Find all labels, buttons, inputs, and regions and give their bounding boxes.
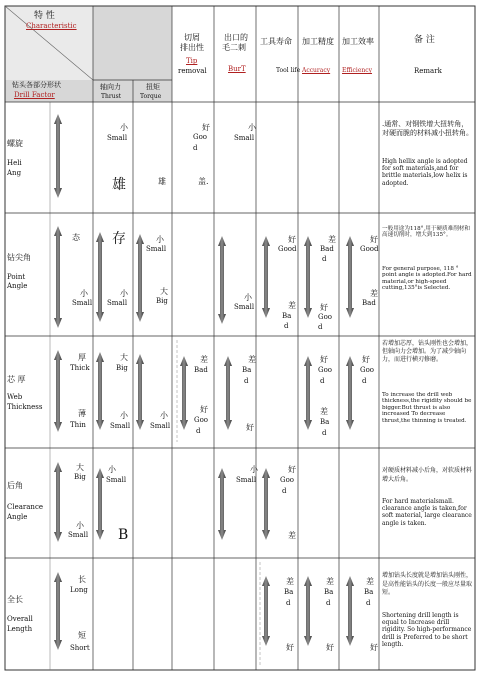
- row-point-name-en-2: Angle: [7, 282, 28, 290]
- point-factor-bottom: 小: [80, 289, 88, 298]
- length-accuracy-bottom: 好: [326, 643, 334, 652]
- point-burr-bottom: 小: [244, 293, 252, 302]
- length-life-bottom: 好: [286, 643, 294, 652]
- length-remark-en: Shortening drill length is equal to Increase drill rigidity. So high-performance drill is Preferred to be short length.: [382, 612, 472, 648]
- double-arrow-icon: [54, 350, 62, 432]
- row-helix-name: 螺旋: [7, 139, 23, 148]
- length-efficiency-top: 差: [366, 577, 374, 586]
- clearance-remark-cn: 对硬质材料减小后角，对软质材料增大后角。: [382, 467, 473, 483]
- double-arrow-icon: [136, 234, 144, 322]
- web-chip-bottom-en-2: d: [196, 427, 201, 435]
- helix-torque-bottom: 雄: [158, 177, 166, 186]
- helix-chip-top: 好: [202, 123, 210, 132]
- col-thrust-header: 轴向力: [100, 83, 121, 91]
- web-burr-bottom: 好: [246, 423, 254, 432]
- helix-thrust-bottom: 雄: [112, 177, 126, 193]
- length-accuracy-top-en-2: d: [326, 599, 331, 607]
- length-life-top-en: Ba: [284, 588, 294, 596]
- double-arrow-icon: [54, 114, 62, 198]
- web-thrust-top-en: Big: [116, 364, 128, 372]
- row-helix-name-en-2: Ang: [7, 169, 22, 177]
- clearance-life-bottom: 差: [288, 531, 296, 540]
- double-arrow-icon: [262, 236, 270, 318]
- drill-factor-label-en: Drill Factor: [14, 91, 55, 99]
- helix-burr-top: 小: [248, 123, 256, 132]
- web-chip-bottom-en: Goo: [194, 416, 209, 424]
- clearance-burr-top-en: Small: [236, 476, 257, 484]
- double-arrow-icon: [218, 468, 226, 540]
- point-thrust-bottom-en: Small: [107, 299, 128, 307]
- web-efficiency-top-en-2: d: [362, 377, 367, 385]
- row-web-name-en: Web: [7, 393, 23, 401]
- double-arrow-icon: [54, 226, 62, 328]
- row-web-name-en-2: Thickness: [7, 403, 43, 411]
- point-accuracy-top-en-2: d: [322, 255, 327, 263]
- point-thrust-top: 存: [112, 231, 126, 247]
- point-efficiency-top-en: Good: [360, 245, 379, 253]
- clearance-factor-top-en: Big: [74, 473, 86, 481]
- point-factor-top: 态: [72, 233, 80, 242]
- col-burr-header-2: 毛二刺: [222, 43, 246, 52]
- length-factor-bottom-en: Short: [70, 644, 90, 652]
- point-remark-cn: 一般用途为118°,用于硬质难削材和高速切削时，增大到135°。: [382, 226, 470, 239]
- length-factor-bottom: 短: [78, 631, 86, 640]
- double-arrow-icon: [304, 356, 312, 430]
- web-factor-top-en: Thick: [70, 364, 90, 372]
- web-remark-en: To increase the drill web thickness,the rigidity should be bigger.But thrust is also increased To decrease thrust,the thinning is treated.: [382, 392, 472, 424]
- clearance-factor-bottom-en: Small: [68, 531, 89, 539]
- web-accuracy-top: 好: [320, 355, 328, 364]
- col-remark-header: 备 注: [414, 35, 435, 45]
- double-arrow-icon: [224, 356, 232, 430]
- web-chip-top-en: Bad: [194, 366, 208, 374]
- length-life-top: 差: [286, 577, 294, 586]
- web-accuracy-top-en-2: d: [320, 377, 325, 385]
- web-thrust-bottom: 小: [120, 411, 128, 420]
- length-life-top-en-2: d: [286, 599, 291, 607]
- double-arrow-icon: [54, 462, 62, 542]
- double-arrow-icon: [136, 354, 144, 430]
- row-length-name-en: Overall: [7, 615, 33, 623]
- clearance-life-top-en: Goo: [280, 476, 295, 484]
- length-efficiency-bottom: 好: [370, 643, 378, 652]
- web-torque-bottom: 小: [160, 411, 168, 420]
- point-thrust-bottom: 小: [120, 289, 128, 298]
- point-remark-en: For general purpose, 118 ° point angle is adopted.For hard material,or high-speed cutting,135°is Selected.: [382, 266, 472, 292]
- double-arrow-icon: [304, 576, 312, 646]
- point-torque-bottom: 大: [160, 287, 168, 296]
- clearance-factor-bottom: 小: [76, 521, 84, 530]
- helix-chip-top-en: Goo: [193, 133, 208, 141]
- col-life-header: 工具寿命: [260, 37, 292, 46]
- clearance-thrust-bottom: B: [118, 527, 129, 543]
- point-accuracy-top: 差: [328, 235, 336, 244]
- point-burr-bottom-en: Small: [234, 303, 255, 311]
- clearance-factor-top: 大: [76, 463, 84, 472]
- col-efficiency-header: 加工效率: [342, 37, 374, 46]
- clearance-life-top: 好: [288, 465, 296, 474]
- col-accuracy-header: 加工精度: [302, 37, 334, 46]
- web-factor-bottom-en: Thin: [70, 421, 86, 429]
- double-arrow-icon: [96, 468, 104, 540]
- double-arrow-icon: [346, 576, 354, 646]
- web-efficiency-top-en: Goo: [360, 366, 375, 374]
- double-arrow-icon: [54, 572, 62, 650]
- col-chip-header-en: Tip: [186, 57, 198, 65]
- col-remark-header-en: Remark: [414, 67, 442, 75]
- helix-thrust-top: 小: [120, 123, 128, 132]
- clearance-life-top-en-2: d: [282, 487, 287, 495]
- length-efficiency-top-en: Ba: [364, 588, 374, 596]
- web-burr-top-en-2: d: [244, 377, 249, 385]
- web-accuracy-bottom-en: Ba: [320, 418, 330, 426]
- col-thrust-header-en: Thrust: [101, 93, 122, 100]
- web-burr-top: 差: [248, 355, 256, 364]
- point-torque-top-en: Small: [146, 245, 167, 253]
- point-efficiency-bottom-en: Bad: [362, 299, 376, 307]
- helix-remark-cn: .通常、对钢铁增大扭转角，对硬而脆的材料减小扭转角。: [382, 120, 473, 137]
- characteristic-title-en: Characteristic: [26, 22, 77, 30]
- point-accuracy-top-en: Bad: [320, 245, 334, 253]
- col-chip-header: 切屑: [184, 33, 200, 42]
- row-point-name: 钻尖角: [7, 253, 31, 262]
- web-accuracy-top-en: Goo: [318, 366, 333, 374]
- length-factor-top-en: Long: [70, 586, 88, 594]
- web-accuracy-bottom: 差: [320, 407, 328, 416]
- web-thrust-bottom-en: Small: [110, 422, 131, 430]
- web-chip-bottom: 好: [200, 405, 208, 414]
- double-arrow-icon: [346, 356, 354, 430]
- web-torque-bottom-en: Small: [150, 422, 171, 430]
- length-accuracy-top: 差: [326, 577, 334, 586]
- characteristic-title: 特 性: [34, 11, 55, 21]
- double-arrow-icon: [304, 236, 312, 318]
- point-life-top-en: Good: [278, 245, 297, 253]
- point-accuracy-bottom: 好: [320, 303, 328, 312]
- row-helix-name-en: Heli: [7, 159, 22, 167]
- helix-remark-en: High hellix angle is adopted for soft materials,and for brittle materials,low helix is adopted.: [382, 158, 468, 187]
- double-arrow-icon: [180, 356, 188, 430]
- helix-thrust-top-en: Small: [107, 134, 128, 142]
- col-burr-header-en: BurT: [228, 65, 246, 73]
- double-arrow-icon: [346, 236, 354, 318]
- web-thrust-top: 大: [120, 353, 128, 362]
- web-factor-bottom: 薄: [78, 409, 86, 418]
- double-arrow-icon: [218, 236, 226, 324]
- clearance-remark-en: For hard materialsmall. clearance angle is taken,for soft material, large clearance angle is taken.: [382, 498, 472, 527]
- length-remark-cn: 增加钻头长度就是增加钻头刚性，是高性能钻头的长度一般应尽量取短。: [382, 572, 473, 597]
- point-torque-bottom-en: Big: [156, 297, 168, 305]
- point-life-top: 好: [288, 235, 296, 244]
- col-chip-header-2: 排出性: [180, 43, 204, 52]
- double-arrow-icon: [96, 232, 104, 322]
- row-clearance-name-en: Clearance: [7, 503, 44, 511]
- clearance-burr-top: 小: [250, 465, 258, 474]
- length-accuracy-top-en: Ba: [324, 588, 334, 596]
- double-arrow-icon: [262, 468, 270, 540]
- col-chip-header-en-2: removal: [178, 67, 207, 75]
- row-length-name-en-2: Length: [7, 625, 33, 633]
- drill-factor-label: 钻头各部分形状: [12, 81, 61, 89]
- length-efficiency-top-en-2: d: [366, 599, 371, 607]
- web-chip-top: 差: [200, 355, 208, 364]
- point-factor-bottom-en: Small: [72, 299, 93, 307]
- web-burr-top-en: Ba: [242, 366, 252, 374]
- length-factor-top: 长: [78, 575, 86, 584]
- col-torque-header: 扭矩: [146, 83, 160, 91]
- row-point-name-en: Point: [7, 273, 26, 281]
- col-accuracy-header-en: Accuracy: [302, 67, 331, 74]
- web-accuracy-bottom-en-2: d: [322, 429, 327, 437]
- row-length-name: 全长: [7, 595, 23, 604]
- clearance-thrust-top-en: Small: [106, 476, 127, 484]
- web-factor-top: 厚: [78, 353, 86, 362]
- col-burr-header: 出口的: [224, 33, 248, 42]
- helix-chip-top-en-2: d: [193, 144, 198, 152]
- helix-burr-top-en: Small: [234, 134, 255, 142]
- row-clearance-name-en-2: Angle: [7, 513, 28, 521]
- double-arrow-icon: [262, 576, 270, 646]
- clearance-thrust-top: 小: [108, 465, 116, 474]
- point-life-bottom: 差: [288, 301, 296, 310]
- point-accuracy-bottom-en-2: d: [318, 323, 323, 331]
- point-accuracy-bottom-en: Goo: [318, 313, 333, 321]
- row-web-name: 芯 厚: [7, 375, 26, 384]
- point-efficiency-bottom: 差: [370, 289, 378, 298]
- web-remark-cn: 若增加芯厚，钻头刚性也会增加，但轴向力会增加。为了减少轴向力，而进行横刃修磨。: [382, 340, 473, 364]
- row-clearance-name: 后角: [7, 481, 23, 490]
- col-efficiency-header-en: Efficiency: [342, 67, 373, 74]
- point-life-bottom-en-2: d: [284, 322, 289, 330]
- point-torque-top: 小: [156, 235, 164, 244]
- col-life-header-en: Tool life: [276, 67, 301, 74]
- web-efficiency-top: 好: [362, 355, 370, 364]
- col-torque-header-en: Torque: [140, 93, 162, 100]
- point-life-bottom-en: Ba: [282, 312, 292, 320]
- double-arrow-icon: [96, 352, 104, 430]
- helix-chip-bottom: 盖.: [198, 177, 209, 186]
- point-efficiency-top: 好: [370, 235, 378, 244]
